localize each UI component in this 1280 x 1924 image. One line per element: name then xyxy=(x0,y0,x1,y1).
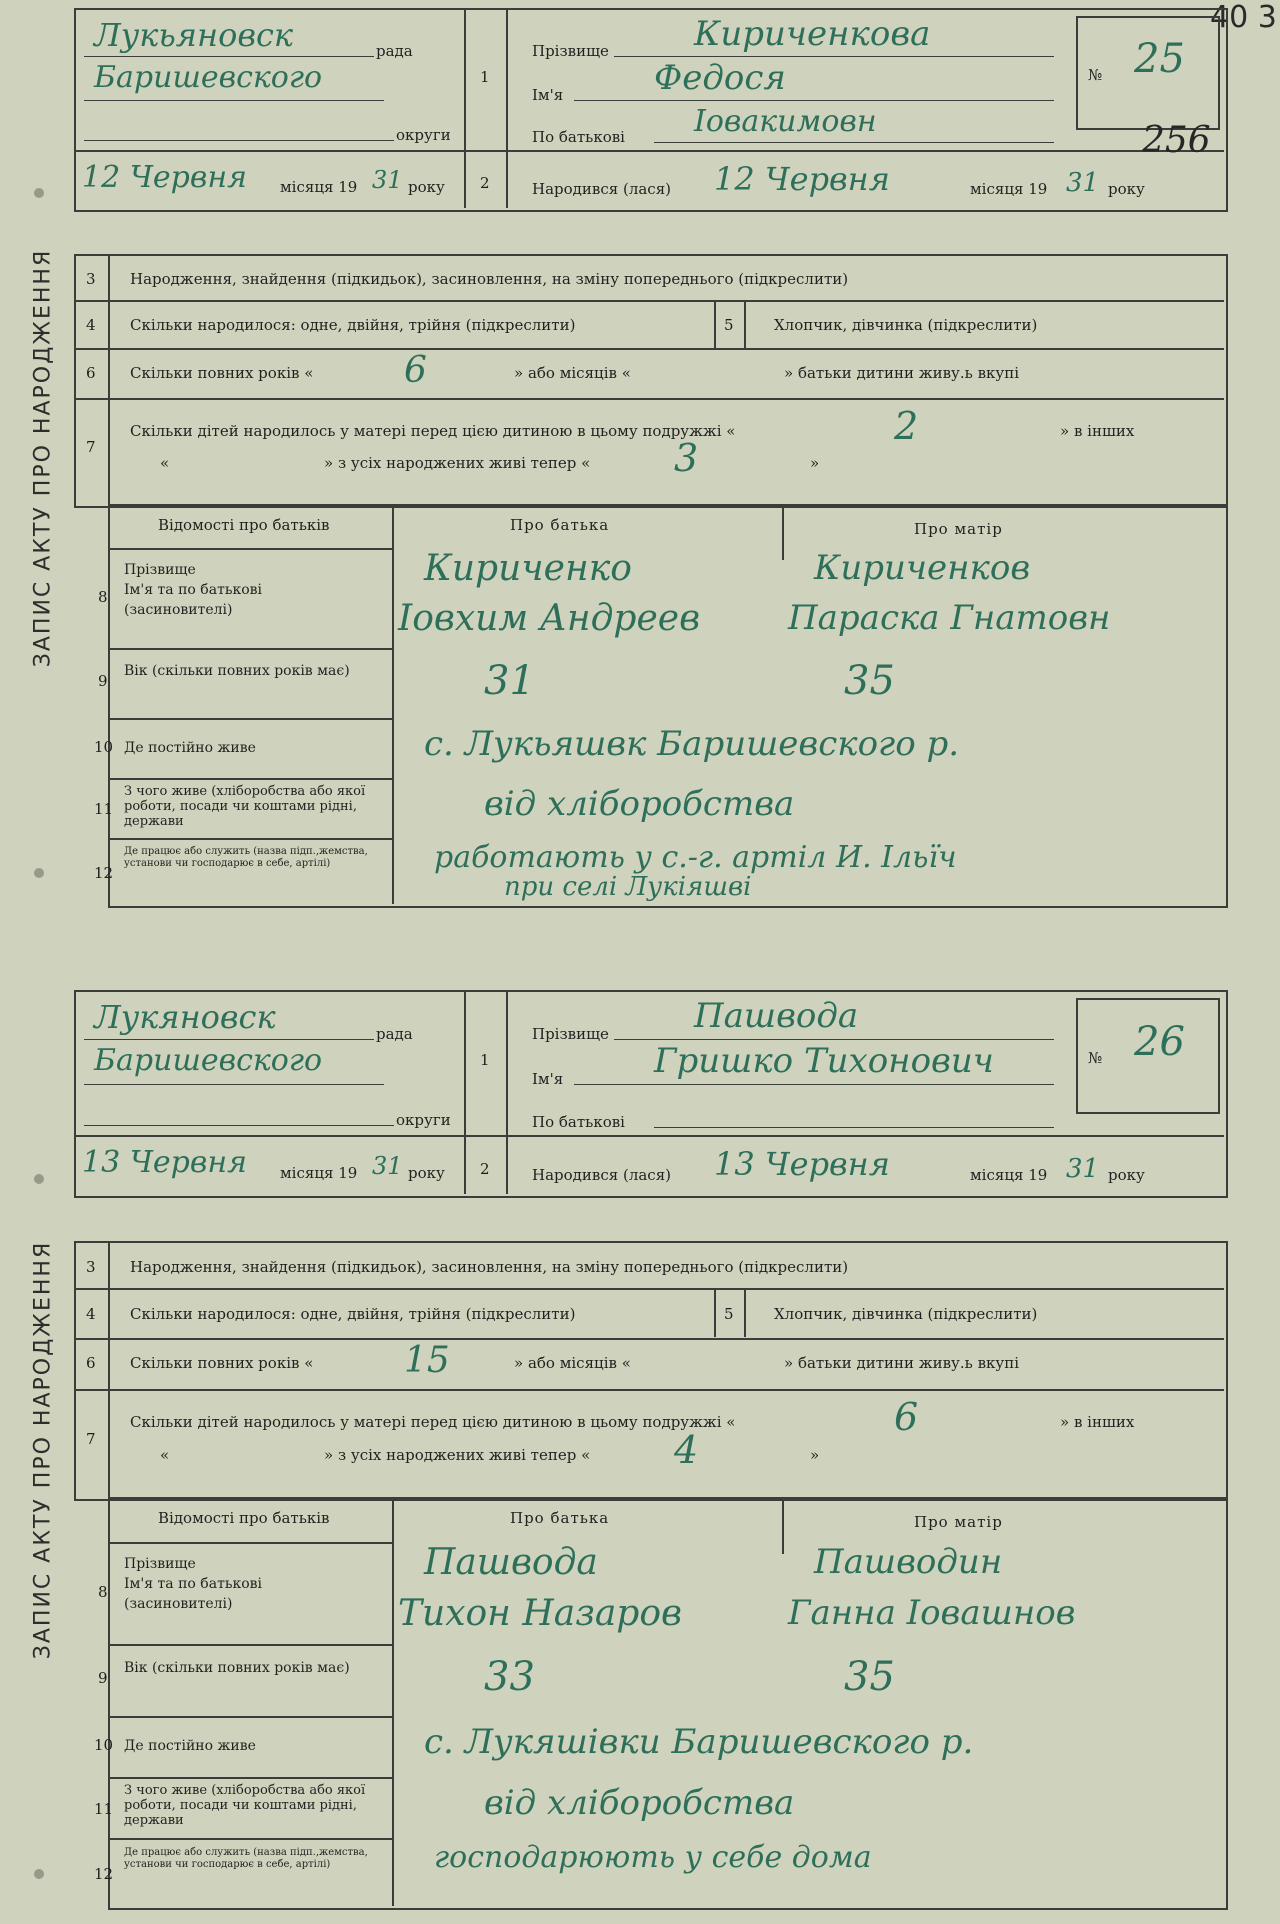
divider xyxy=(108,648,392,650)
divider xyxy=(108,838,392,840)
divider xyxy=(74,1338,1224,1340)
divider xyxy=(108,548,392,550)
surname-value: Кириченкова xyxy=(694,14,931,54)
divider xyxy=(74,1135,1224,1137)
name-value: Федося xyxy=(654,58,786,98)
row7-label-e: » xyxy=(810,1446,820,1464)
divider xyxy=(74,348,1224,350)
rada-label: рада xyxy=(376,1025,413,1043)
residence: с. Лукьяшвк Баришевского р. xyxy=(424,724,960,764)
divider xyxy=(392,504,394,904)
rayon-value: Баришевского xyxy=(94,60,323,95)
row12-label: Де працює або служить (назва підп.,жемства, установи чи господарює в себе, артілі) xyxy=(124,846,368,869)
row10-label: Де постійно живе xyxy=(124,740,256,756)
okrugy-label: округи xyxy=(396,1111,451,1129)
spine-title: ЗАПИС АКТУ ПРО НАРОДЖЕННЯ xyxy=(30,248,56,668)
divider xyxy=(108,1838,392,1840)
row7-label-d: » з усіх народжених живі тепер « xyxy=(324,454,591,472)
record-number: 26 xyxy=(1134,1019,1185,1065)
row-number: 1 xyxy=(480,1051,490,1069)
divider xyxy=(714,300,716,348)
mother-name: Параска Гнатовн xyxy=(788,598,1111,638)
divider xyxy=(74,1389,1224,1391)
row6-label-b: » або місяців « xyxy=(514,364,631,382)
rada-value: Лукяновск xyxy=(94,998,276,1036)
children-alive-value: 4 xyxy=(674,1428,699,1472)
name-label: Ім'я xyxy=(532,86,564,104)
row7-label-c: « xyxy=(160,454,170,472)
reg-year-value: 31 xyxy=(372,166,403,194)
workplace-1: работають у с.-г. артіл И. Ільїч xyxy=(434,840,957,875)
rada-value: Лукьяновск xyxy=(94,16,293,54)
mother-surname: Кириченков xyxy=(814,548,1031,588)
divider xyxy=(74,1288,1224,1290)
reg-year-value: 31 xyxy=(372,1152,403,1180)
record-number-2: 256 xyxy=(1142,120,1211,161)
birth-record-2 xyxy=(14,990,1230,1910)
reg-year-label: року xyxy=(408,178,445,196)
father-surname: Пашвода xyxy=(424,1542,598,1583)
residence: с. Лукяшівки Баришевского р. xyxy=(424,1722,974,1762)
row-number: 10 xyxy=(94,738,114,756)
punch-hole xyxy=(34,1174,44,1184)
father-header: Про батька xyxy=(510,516,610,534)
patronymic-label: По батькові xyxy=(532,1113,625,1131)
record-spine xyxy=(14,8,72,908)
years-together-value: 6 xyxy=(404,350,427,391)
row-number: 9 xyxy=(98,1669,108,1687)
mother-surname: Пашводин xyxy=(814,1542,1003,1582)
name-value: Гришко Тихонович xyxy=(654,1041,994,1081)
row-number: 2 xyxy=(480,1160,490,1178)
divider xyxy=(782,504,784,560)
reg-date-value: 12 Червня xyxy=(82,160,247,195)
row-number: 3 xyxy=(86,270,96,288)
surname-label: Прізвище xyxy=(532,1025,609,1043)
row-number: 10 xyxy=(94,1736,114,1754)
row-number: 1 xyxy=(480,68,490,86)
row9-label: Вік (скільки повних років має) xyxy=(124,663,350,679)
row7-label-b: » в інших xyxy=(1060,1413,1135,1431)
row7-label-c: « xyxy=(160,1446,170,1464)
mother-age: 35 xyxy=(844,658,895,704)
reg-month-label: місяця 19 xyxy=(280,178,358,196)
born-date-value: 12 Червня xyxy=(714,160,890,198)
divider xyxy=(108,718,392,720)
page-corner-number: 40 3 xyxy=(1210,0,1277,35)
rada-line xyxy=(84,1039,374,1040)
divider xyxy=(74,398,1224,400)
born-year-value: 31 xyxy=(1066,1154,1100,1184)
birth-record-1 xyxy=(14,8,1230,908)
father-age: 33 xyxy=(484,1654,535,1700)
born-year-label: року xyxy=(1108,1166,1145,1184)
okrugy-label: округи xyxy=(396,126,451,144)
rayon-line xyxy=(84,1084,384,1085)
name-label: Ім'я xyxy=(532,1070,564,1088)
divider xyxy=(506,990,508,1194)
row-number: 12 xyxy=(94,864,114,882)
livelihood: від хліборобства xyxy=(484,1783,795,1823)
divider xyxy=(74,300,1224,302)
mother-age: 35 xyxy=(844,1654,895,1700)
patronymic-value: Іовакимовн xyxy=(694,104,877,139)
punch-hole xyxy=(34,868,44,878)
row6-label-b: » або місяців « xyxy=(514,1354,631,1372)
name-line xyxy=(574,1084,1054,1085)
surname-line xyxy=(614,56,1054,57)
father-name: Іовхим Андреев xyxy=(398,598,701,639)
row4-text: Скільки народилося: одне, двійня, трійня (підкреслити) xyxy=(130,316,576,334)
divider xyxy=(744,1288,746,1337)
row-number: 7 xyxy=(86,1430,96,1448)
patronymic-line xyxy=(654,1127,1054,1128)
divider xyxy=(782,1497,784,1554)
row4-text: Скільки народилося: одне, двійня, трійня (підкреслити) xyxy=(130,1305,576,1323)
divider xyxy=(108,1716,392,1718)
divider xyxy=(108,1542,392,1544)
row-number: 5 xyxy=(724,316,734,334)
row8-label: Прізвище Ім'я та по батькові (засиновителі) xyxy=(124,1556,262,1612)
row-number: 2 xyxy=(480,174,490,192)
father-header: Про батька xyxy=(510,1509,610,1527)
rada-label: рада xyxy=(376,42,413,60)
row12-label: Де працює або служить (назва підп.,жемства, установи чи господарює в себе, артілі) xyxy=(124,1847,368,1870)
row6-label-c: » батьки дитини живу.ь вкупі xyxy=(784,1354,1020,1372)
born-month-label: місяця 19 xyxy=(970,180,1048,198)
reg-year-label: року xyxy=(408,1164,445,1182)
divider xyxy=(108,1644,392,1646)
mother-header: Про матір xyxy=(914,520,1003,538)
patronymic-line xyxy=(654,142,1054,143)
row-number: 11 xyxy=(94,1800,114,1818)
row6-label-c: » батьки дитини живу.ь вкупі xyxy=(784,364,1020,382)
born-label: Народився (лася) xyxy=(532,180,672,198)
workplace-2: при селі Лукіяшві xyxy=(504,872,752,902)
surname-line xyxy=(614,1039,1054,1040)
rayon-value: Баришевского xyxy=(94,1043,323,1078)
row6-label-a: Скільки повних років « xyxy=(130,364,314,382)
divider xyxy=(464,8,466,208)
divider xyxy=(392,1497,394,1906)
patronymic-label: По батькові xyxy=(532,128,625,146)
name-line xyxy=(574,100,1054,101)
divider xyxy=(108,1777,392,1779)
punch-hole xyxy=(34,1869,44,1879)
row7-label-b: » в інших xyxy=(1060,422,1135,440)
number-label: № xyxy=(1088,66,1103,84)
rayon-line xyxy=(84,100,384,101)
record-number: 25 xyxy=(1134,36,1185,82)
row5-text: Хлопчик, дівчинка (підкреслити) xyxy=(774,316,1038,334)
punch-hole xyxy=(34,188,44,198)
divider xyxy=(464,990,466,1194)
divider xyxy=(714,1288,716,1337)
row7-label-a: Скільки дітей народилось у матері перед цією дитиною в цьому подружжі « xyxy=(130,1413,736,1431)
row11-label: З чого живе (хліборобства або якої роботи, посади чи коштами рідні, держави xyxy=(124,1783,366,1828)
row-number: 9 xyxy=(98,672,108,690)
divider xyxy=(74,150,1224,152)
children-before-value: 6 xyxy=(894,1395,919,1439)
rada-line xyxy=(84,56,374,57)
divider xyxy=(108,254,110,504)
children-alive-value: 3 xyxy=(674,436,699,480)
row7-label-d: » з усіх народжених живі тепер « xyxy=(324,1446,591,1464)
row-number: 4 xyxy=(86,316,96,334)
reg-date-value: 13 Червня xyxy=(82,1145,247,1180)
row-number: 3 xyxy=(86,1258,96,1276)
born-label: Народився (лася) xyxy=(532,1166,672,1184)
spine-title: ЗАПИС АКТУ ПРО НАРОДЖЕННЯ xyxy=(30,1240,56,1660)
row7-label-a: Скільки дітей народилось у матері перед цією дитиною в цьому подружжі « xyxy=(130,422,736,440)
divider xyxy=(108,504,110,904)
number-label: № xyxy=(1088,1049,1103,1067)
divider xyxy=(108,1241,110,1497)
surname-value: Пашвода xyxy=(694,996,859,1036)
row7-label-e: » xyxy=(810,454,820,472)
row11-label: З чого живе (хліборобства або якої роботи, посади чи коштами рідні, держави xyxy=(124,784,366,829)
row-number: 8 xyxy=(98,588,108,606)
parents-header: Відомості про батьків xyxy=(158,1509,330,1527)
divider xyxy=(744,300,746,348)
mother-header: Про матір xyxy=(914,1513,1003,1531)
father-name: Тихон Назаров xyxy=(398,1593,682,1634)
father-surname: Кириченко xyxy=(424,548,632,589)
row-number: 12 xyxy=(94,1865,114,1883)
divider xyxy=(108,778,392,780)
row5-text: Хлопчик, дівчинка (підкреслити) xyxy=(774,1305,1038,1323)
reg-month-label: місяця 19 xyxy=(280,1164,358,1182)
children-before-value: 2 xyxy=(894,404,919,448)
years-together-value: 15 xyxy=(404,1340,450,1381)
row-number: 6 xyxy=(86,1354,96,1372)
row10-label: Де постійно живе xyxy=(124,1738,256,1754)
row3-text: Народження, знайдення (підкидьок), засиновлення, на зміну попереднього (підкреслити) xyxy=(130,270,849,288)
row6-label-a: Скільки повних років « xyxy=(130,1354,314,1372)
row3-text: Народження, знайдення (підкидьок), засиновлення, на зміну попереднього (підкреслити) xyxy=(130,1258,849,1276)
row-number: 7 xyxy=(86,438,96,456)
born-year-label: року xyxy=(1108,180,1145,198)
parents-header: Відомості про батьків xyxy=(158,516,330,534)
okrugy-line xyxy=(84,1125,394,1126)
row-number: 11 xyxy=(94,800,114,818)
okrugy-line xyxy=(84,140,394,141)
father-age: 31 xyxy=(484,658,535,704)
divider xyxy=(506,8,508,208)
row9-label: Вік (скільки повних років має) xyxy=(124,1660,350,1676)
surname-label: Прізвище xyxy=(532,42,609,60)
record-spine xyxy=(14,990,72,1910)
row-number: 5 xyxy=(724,1305,734,1323)
mother-name: Ганна Іовашнов xyxy=(788,1593,1076,1633)
divider xyxy=(108,1497,110,1906)
workplace-1: господарюють у себе дома xyxy=(434,1840,872,1875)
row-number: 4 xyxy=(86,1305,96,1323)
livelihood: від хліборобства xyxy=(484,784,795,824)
born-month-label: місяця 19 xyxy=(970,1166,1048,1184)
row8-label: Прізвище Ім'я та по батькові (засиновителі) xyxy=(124,562,262,618)
row-number: 8 xyxy=(98,1583,108,1601)
row-number: 6 xyxy=(86,364,96,382)
born-year-value: 31 xyxy=(1066,168,1100,198)
born-date-value: 13 Червня xyxy=(714,1145,890,1183)
